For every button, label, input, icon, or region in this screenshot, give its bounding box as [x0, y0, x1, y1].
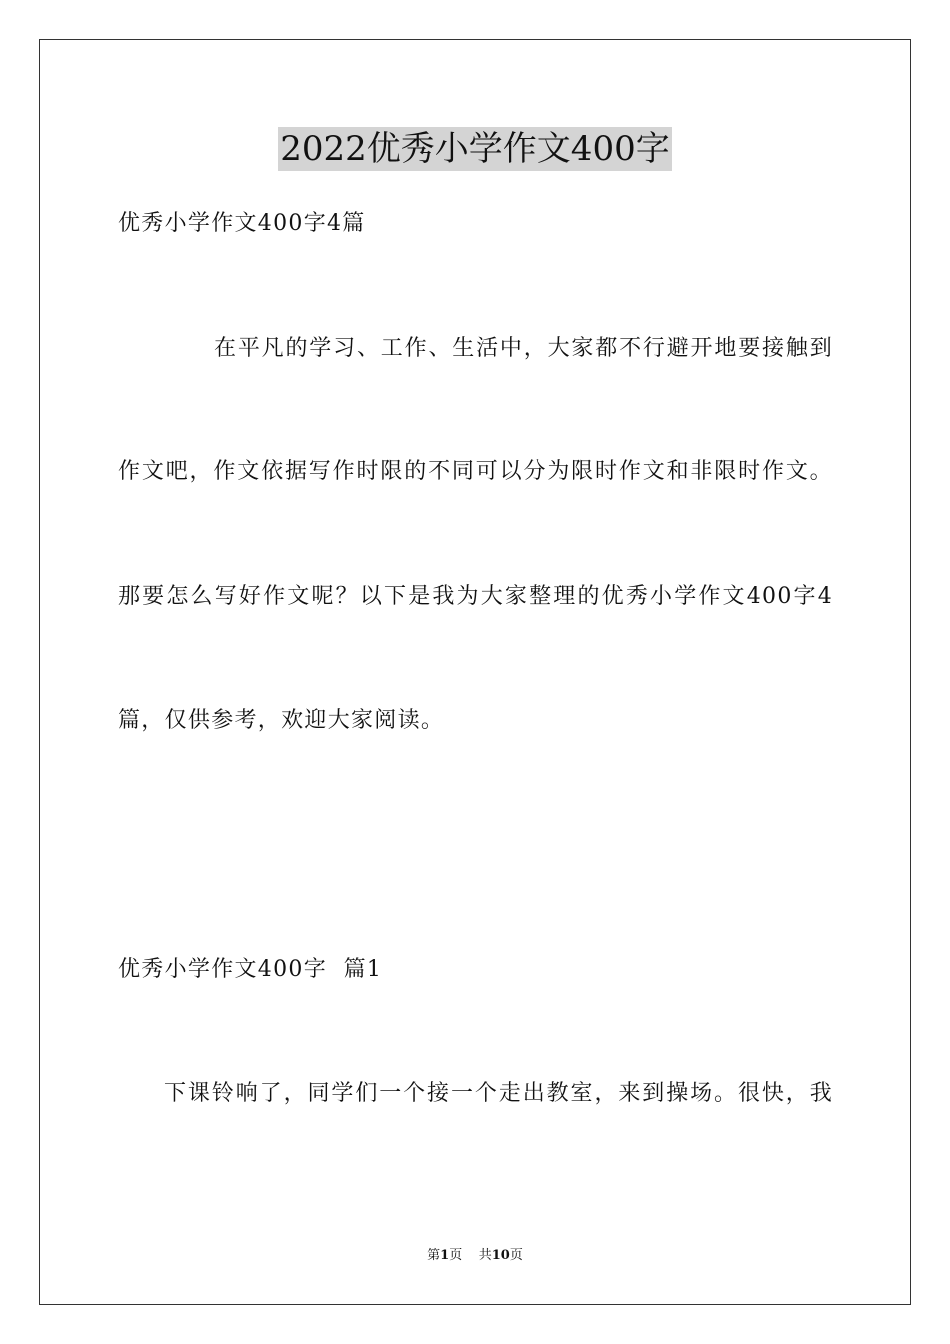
footer-page-number: 1	[440, 1248, 450, 1263]
footer-page-suffix: 页	[449, 1248, 463, 1263]
intro-line-3: 那要怎么写好作文呢？以下是我为大家整理的优秀小学作文400字4	[118, 584, 833, 609]
footer-total-suffix: 页	[509, 1248, 523, 1263]
page-footer	[0, 1247, 950, 1265]
intro-line-2: 作文吧，作文依据写作时限的不同可以分为限时作文和非限时作文。	[118, 459, 833, 484]
section-first-line: 下课铃响了，同学们一个接一个走出教室，来到操场。很快，我	[164, 1081, 833, 1106]
intro-line-1: 在平凡的学习、工作、生活中，大家都不行避开地要接触到	[214, 336, 833, 361]
document-title: 2022优秀小学作文400字	[280, 129, 670, 169]
intro-line-4: 篇，仅供参考，欢迎大家阅读。	[118, 708, 445, 733]
title-container	[0, 127, 950, 171]
footer-total-pages: 10	[491, 1248, 510, 1263]
document-subtitle: 优秀小学作文400字4篇	[118, 211, 366, 236]
footer-page-prefix: 第	[427, 1248, 441, 1263]
footer-total-prefix: 共	[478, 1248, 492, 1263]
section-heading: 优秀小学作文400字 篇1	[118, 957, 383, 982]
